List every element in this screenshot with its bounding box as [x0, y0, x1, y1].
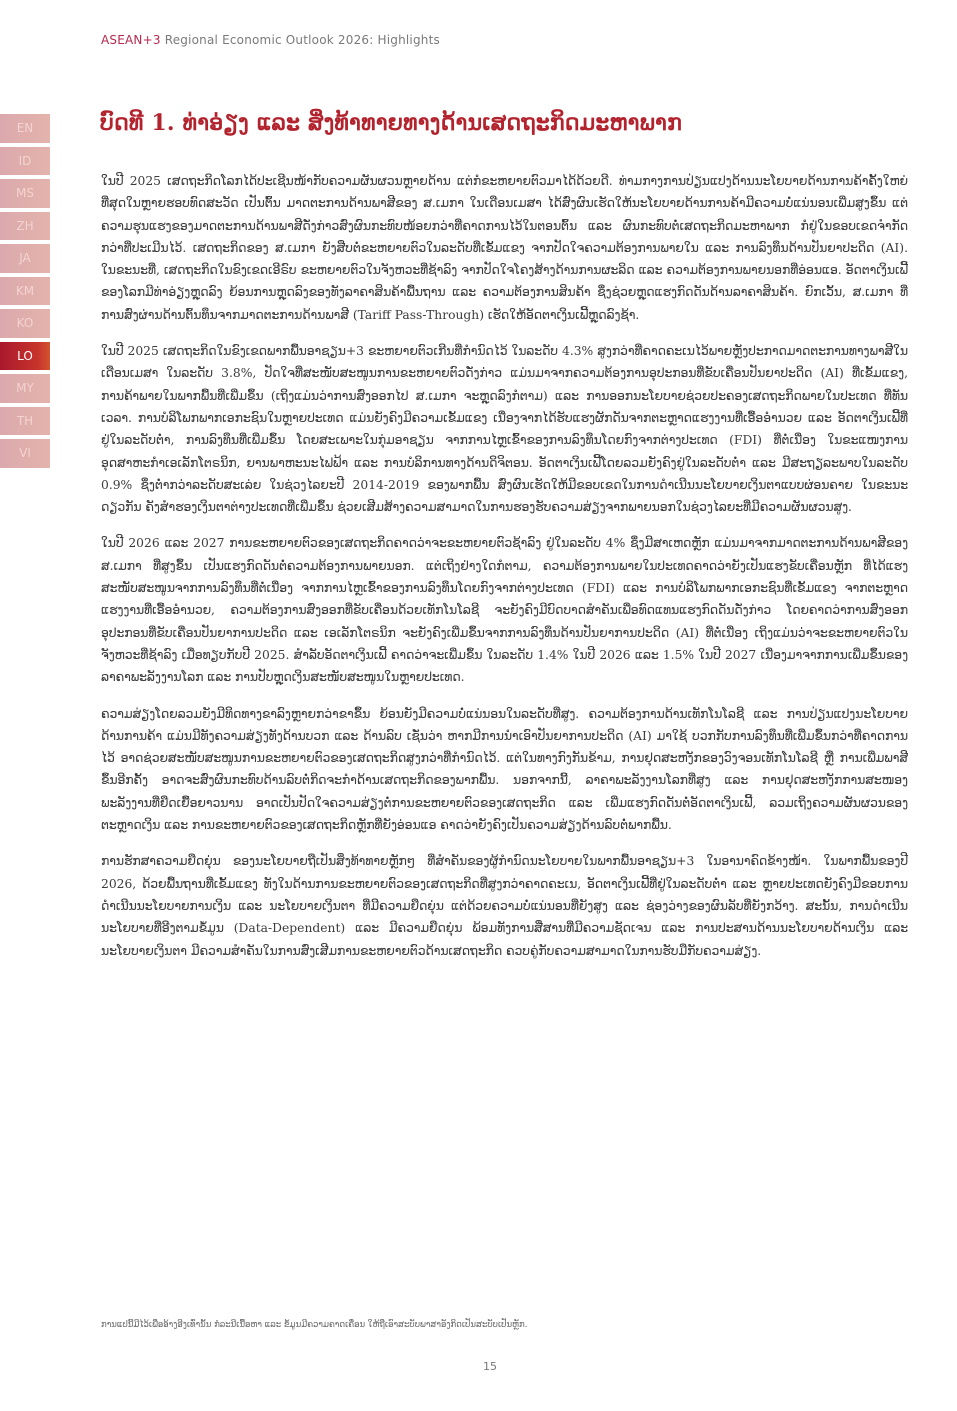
running-header — [101, 33, 440, 47]
language-tab-th[interactable]: TH — [0, 407, 50, 436]
language-tab-ms[interactable]: MS — [0, 179, 50, 208]
language-tab-ko[interactable]: KO — [0, 309, 50, 338]
paragraph-global-outlook: ໃນປີ 2025 ເສດຖະກິດໂລກໄດ້ປະເຊີນໜ້າກັບຄວາມຜັນຜວນຫຼາຍດ້ານ ແຕ່ກໍຂະຫຍາຍຕົວມາໄດ້ດ້ວຍດີ. ທ່າມກາງການປ່ຽນແປງດ້ານນະໂຍບາຍດ້ານການຄ້າຄັ້ງໃຫຍ່ທີ່ສຸດໃນຫຼາຍຮອບທົດສະວັດ ເປັນຕົ້ນ ມາດຕະການດ້ານພາສີຂອງ ສ.ເມກາ ໃນເດືອນເມສາ ໄດ້ສົ່ງຜົນເຮັດໃຫ້ນະໂຍບາຍດ້ານການຄ້າມີຄວາມບໍ່ແນ່ນອນເພີ່ມສູງຂຶ້ນ ແຕ່ຄວາມຮຸນແຮງຂອງມາດຕະການດ້ານພາສີດັ່ງກ່າວສົ່ງຜົນກະທົບໜ້ອຍກວ່າທີ່ຄາດການໄວ້ໃນຕອນຕົ້ນ ແລະ ຜົນກະທົບຕໍ່ເສດຖະກິດມະຫາພາກ ກໍຢູ່ໃນຂອບເຂດຈຳກັດກວ່າທີ່ປະເມີນໄວ້. ເສດຖະກິດຂອງ ສ.ເມກາ ຍັງສືບຕໍ່ຂະຫຍາຍຕົວໃນລະດັບທີ່ເຂັ້ມແຂງ ຈາກປັດໃຈຄວາມຕ້ອງການພາຍໃນ ແລະ ການລົງທຶນດ້ານປັນຍາປະດິດ (AI). ໃນຂະນະທີ່, ເສດຖະກິດໃນຂົງເຂດເອີຣົບ ຂະຫຍາຍຕົວໃນຈັງຫວະທີ່ຊ້າລົງ ຈາກປັດໃຈໂຄງສ້າງດ້ານການຜະລິດ ແລະ ຄວາມຕ້ອງການພາຍນອກທີ່ອ່ອນແອ. ອັດຕາເງິນເຟີ້ຂອງໂລກມີທ່າອ່ຽງຫຼຸດລົງ ຍ້ອນການຫຼຸດລົງຂອງທັງລາຄາສິນຄ້າພື້ນຖານ ແລະ ຄວາມຕ້ອງການສິນຄ້າ ຊຶ່ງຊ່ວຍຫຼຸດແຮງກົດດັນດ້ານລາຄາສິນຄ້າ. ຍົກເວັ້ນ, ສ.ເມກາ ທີ່ການສົ່ງຜ່ານດ້ານຕົ້ນທຶນຈາກມາດຕະການດ້ານພາສີ (Tariff Pass-Through) ເຮັດໃຫ້ອັດຕາເງິນເຟີ້ຫຼຸດລົງຊ້າ. — [101, 174, 908, 322]
language-tab-en[interactable]: EN — [0, 114, 50, 143]
paragraph-regional-growth-2025: ໃນປີ 2025 ເສດຖະກິດໃນຂົງເຂດພາກພື້ນອາຊຽນ+3 ຂະຫຍາຍຕົວເກີນທີ່ກຳນົດໄວ້ ໃນລະດັບ 4.3% ສູງກວ່າທີ່ຄາດຄະເນໄວ້ພາຍຫຼັງປະກາດມາດຕະການທາງພາສີໃນເດືອນເມສາ ໃນລະດັບ 3.8%, ປັດໃຈທີ່ສະໜັບສະໜູນການຂະຫຍາຍຕົວດັ່ງກ່າວ ແມ່ນມາຈາກຄວາມຕ້ອງການອຸປະກອນທີ່ຂັບເຄື່ອນປັນຍາປະດິດ (AI) ທີ່ເຂັ້ມແຂງ, ການຄ້າພາຍໃນພາກພື້ນທີ່ເພີ່ມຂຶ້ນ (ເຖິງແມ່ນວ່າການສົ່ງອອກໄປ ສ.ເມກາ ຈະຫຼຸດລົງກໍຕາມ) ແລະ ການອອກນະໂຍບາຍຊ່ວຍປະຄອງເສດຖະກິດພາຍໃນປະເທດ ທີ່ທັນເວລາ. ການບໍລິໂພກພາກເອກະຊົນໃນຫຼາຍປະເທດ ແມ່ນຍັງຄົງມີຄວາມເຂັ້ມແຂງ ເນື່ອງຈາກໄດ້ຮັບແຮງຜັກດັນຈາກຕະຫຼາດແຮງງານທີ່ເອື້ອອຳນວຍ ແລະ ອັດຕາເງິນເຟີ້ທີ່ຢູ່ໃນລະດັບຕ່ຳ, ການລົງທຶນທີ່ເພີ່ມຂຶ້ນ ໂດຍສະເພາະໃນກຸ່ມອາຊຽນ ຈາກການໄຫຼເຂົ້າຂອງການລົງທຶນໂດຍກົງຈາກຕ່າງປະເທດ (FDI) ທີ່ຕໍ່ເນື່ອງ ໃນຂະແໜງການອຸດສາຫະກຳເອເລັກໂຕຣນິກ, ຍານພາຫະນະໄຟຟ້າ ແລະ ການບໍລິການທາງດ້ານດິຈິຕອນ. ອັດຕາເງິນເຟີ້ໂດຍລວມຍັງຄົງຢູ່ໃນລະດັບຕ່ຳ ແລະ ມີສະຖຽລະພາບໃນລະດັບ 0.9% ຊຶ່ງຕ່ຳກວ່າລະດັບສະເລ່ຍ ໃນຊ່ວງໄລຍະປີ 2014-2019 ຂອງພາກພື້ນ ສົ່ງຜົນເຮັດໃຫ້ມີຂອບເຂດໃນການດຳເນີນນະໂຍບາຍເງິນຕາແບບຜ່ອນຄາຍ ໃນຂະນະດຽວກັນ ຄັງສຳຮອງເງິນຕາຕ່າງປະເທດທີ່ເພີ່ມຂຶ້ນ ຊ່ວຍເສີມສ້າງຄວາມສາມາດໃນການຮອງຮັບຄວາມສ່ຽງຈາກພາຍນອກໃນຊ່ວງໄລຍະທີ່ມີຄວາມຜັນຜວນສູງ. — [101, 344, 908, 515]
language-nav — [0, 114, 50, 468]
paragraph-risks: ຄວາມສ່ຽງໂດຍລວມຍັງມີທິດທາງຂາລົງຫຼາຍກວ່າຂາຂຶ້ນ ຍ້ອນຍັງມີຄວາມບໍ່ແນ່ນອນໃນລະດັບທີ່ສູງ. ຄວາມຕ້ອງການດ້ານເທັກໂນໂລຊີ ແລະ ການປ່ຽນແປງນະໂຍບາຍດ້ານການຄ້າ ແມ່ນມີທັງຄວາມສ່ຽງທັງດ້ານບວກ ແລະ ດ້ານລົບ ເຊັ່ນວ່າ ຫາກມີການນຳເອົາປັນຍາການປະດິດ (AI) ມາໃຊ້ ບວກກັບການລົງທຶນທີ່ເພີ່ມຂຶ້ນກວ່າທີ່ຄາດການໄວ້ ອາດຊ່ວຍສະໜັບສະໜູນການຂະຫຍາຍຕົວຂອງເສດຖະກິດສູງກວ່າທີ່ກຳນົດໄວ້. ແຕ່ໃນທາງກົງກັນຂ້າມ, ການຢຸດສະຫງັກຂອງວົງຈອນເທັກໂນໂລຊີ ຫຼື ການເພີ່ມພາສີຂຶ້ນອີກຄັ້ງ ອາດຈະສົ່ງຜົນກະທົບດ້ານລົບຕໍ່ກິດຈະກຳດ້ານເສດຖະກິດຂອງພາກພື້ນ. ນອກຈາກນີ້, ລາຄາພະລັງງານໂລກທີ່ສູງ ແລະ ການຢຸດສະຫງັກການສະໜອງພະລັງງານທີ່ຍືດເຍື້ອຍາວນານ ອາດເປັນປັດໃຈຄວາມສ່ຽງຕໍ່ການຂະຫຍາຍຕົວຂອງເສດຖະກິດ ແລະ ເພີ່ມແຮງກົດດັນຕໍ່ອັດຕາເງິນເຟີ້, ລວມເຖິງຄວາມຜັນຜວນຂອງຕະຫຼາດເງິນ ແລະ ການຂະຫຍາຍຕົວຂອງເສດຖະກິດຫຼັກທີ່ຍັງອ່ອນແອ ຄາດວ່າຍັງຄົງເປັນຄວາມສ່ຽງດ້ານລົບຕໍ່ພາກພື້ນ. — [101, 706, 908, 833]
body-content — [101, 170, 908, 976]
report-brand: ASEAN+3 — [101, 33, 161, 47]
language-tab-vi[interactable]: VI — [0, 439, 50, 468]
paragraph-forecast-2026-2027: ໃນປີ 2026 ແລະ 2027 ການຂະຫຍາຍຕົວຂອງເສດຖະກິດຄາດວ່າຈະຂະຫຍາຍຕົວຊ້າລົງ ຢູ່ໃນລະດັບ 4% ຊຶ່ງມີສາເຫດຫຼັກ ແມ່ນມາຈາກມາດຕະການດ້ານພາສີຂອງ ສ.ເມກາ ທີ່ສູງຂຶ້ນ ເປັນແຮງກົດດັນຕໍ່ຄວາມຕ້ອງການພາຍນອກ. ແຕ່ເຖິງຢ່າງໃດກໍຕາມ, ຄວາມຕ້ອງການພາຍໃນປະເທດຄາດວ່າຍັງເປັນແຮງຂັບເຄື່ອນຫຼັກ ທີ່ໄດ້ແຮງສະໜັບສະໜູນຈາກການລົງທຶນທີ່ຕໍ່ເນື່ອງ ຈາກການໄຫຼເຂົ້າຂອງການລົງທຶນໂດຍກົງຈາກຕ່າງປະເທດ (FDI) ແລະ ການບໍລິໂພກພາກເອກະຊົນທີ່ເຂັ້ມແຂງ ຈາກຕະຫຼາດແຮງງານທີ່ເອື້ອອຳນວຍ, ຄວາມຕ້ອງການສົ່ງອອກທີ່ຂັບເຄື່ອນດ້ວຍເທັກໂນໂລຊີ ຈະຍັງຄົງມີບົດບາດສຳຄັນເພື່ອທົດແທນແຮງກົດດັນດັ່ງກ່າວ ໂດຍຄາດວ່າການສົ່ງອອກອຸປະກອນທີ່ຂັບເຄື່ອນປັນຍາການປະດິດ ແລະ ເອເລັກໂຕຣນິກ ຈະຍັງຄົງເພີ່ມຂຶ້ນຈາກການລົງທຶນດ້ານປັນຍາການປະດິດ (AI) ທີ່ຕໍ່ເນື່ອງ ເຖິງແມ່ນວ່າຈະຂະຫຍາຍຕົວໃນຈັງຫວະທີ່ຊ້າລົງ ເມື່ອທຽບກັບປີ 2025. ສຳລັບອັດຕາເງິນເຟີ້ ຄາດວ່າຈະເພີ່ມຂຶ້ນ ໃນລະດັບ 1.4% ໃນປີ 2026 ແລະ 1.5% ໃນປີ 2027 ເນື່ອງມາຈາກການເພີ່ມຂຶ້ນຂອງລາຄາພະລັງງານໂລກ ແລະ ການປັບຫຼຸດເງິນສະໜັບສະໜູນໃນຫຼາຍປະເທດ. — [101, 536, 908, 685]
language-tab-id[interactable]: ID — [0, 147, 50, 176]
language-tab-ja[interactable]: JA — [0, 244, 50, 273]
translation-disclaimer: ການແປນີ້ມີໄວ້ເພື່ອອ້າງອີງເທົ່ານັ້ນ ກໍລະນີເນື້ອຫາ ແລະ ຂໍ້ມູນມີຄວາມຄາດເຄື່ອນ ໃຫ້ຖືເອົາສະບັບພາສາອັງກິດເປັນສະບັບເປັນຫຼັກ. — [101, 1320, 528, 1330]
paragraph-policy-challenges: ການຮັກສາຄວາມຍືດຍຸ່ນ ຂອງນະໂຍບາຍຖືເປັນສິ່ງທ້າທາຍຫຼັກໆ ທີ່ສຳຄັນຂອງຜູ້ກຳນົດນະໂຍບາຍໃນພາກພື້ນອາຊຽນ+3 ໃນອານາຄົດຂ້າງໜ້າ. ໃນພາກພື້ນຂອງປີ 2026, ດ້ວຍພື້ນຖານທີ່ເຂັ້ມແຂງ ທັງໃນດ້ານການຂະຫຍາຍຕົວຂອງເສດຖະກິດທີ່ສູງກວ່າຄາດຄະເນ, ອັດຕາເງິນເຟີ້ທີ່ຢູ່ໃນລະດັບຕ່ຳ ແລະ ຫຼາຍປະເທດຍັງຄົງມີຂອບການດຳເນີນນະໂຍບາຍການເງິນ ແລະ ນະໂຍບາຍເງິນຕາ ທີ່ມີຄວາມຍືດຍຸ່ນ ແຕ່ດ້ວຍຄວາມບໍ່ແນ່ນອນທີ່ຍັງສູງ ແລະ ຊ່ອງວ່າງຂອງຜົນລັບທີ່ຍັງກວ້າງ. ສະນັ້ນ, ການດຳເນີນນະໂຍບາຍທີ່ອີງຕາມຂໍ້ມູນ (Data-Dependent) ແລະ ມີຄວາມຍືດຍຸ່ນ ພ້ອມທັງການສື່ສານທີ່ມີຄວາມຊັດເຈນ ແລະ ການປະສານດ້ານນະໂຍບາຍດ້ານເງິນ ແລະ ນະໂຍບາຍເງິນຕາ ມີຄວາມສຳຄັນໃນການສົ່ງເສີມການຂະຫຍາຍຕົວດ້ານເສດຖະກິດ ຄວບຄູ່ກັບຄວາມສາມາດໃນການຮັບມືກັບຄວາມສ່ຽງ. — [101, 854, 908, 958]
report-title: Regional Economic Outlook 2026: Highlights — [164, 33, 440, 47]
page-number: 15 — [483, 1360, 497, 1373]
language-tab-km[interactable]: KM — [0, 277, 50, 306]
language-tab-my[interactable]: MY — [0, 374, 50, 403]
language-tab-lo[interactable]: LO — [0, 342, 50, 371]
chapter-title: ບົດທີ 1. ທ່າອ່ຽງ ແລະ ສິ່ງທ້າທາຍທາງດ້ານເສດຖະກິດມະຫາພາກ — [100, 110, 683, 136]
language-tab-zh[interactable]: ZH — [0, 212, 50, 241]
